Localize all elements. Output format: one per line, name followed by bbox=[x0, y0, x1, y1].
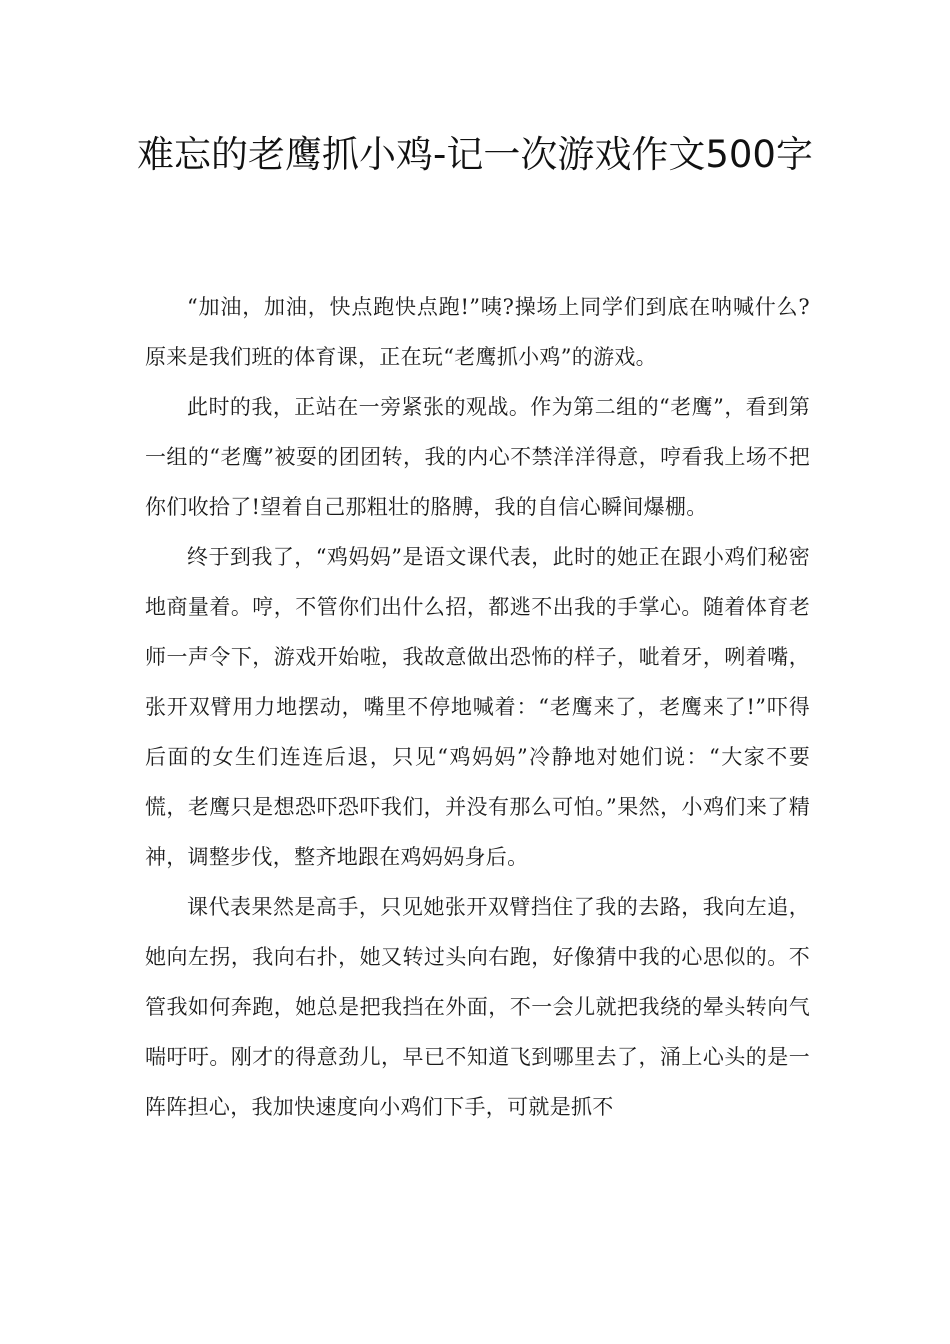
essay-body bbox=[145, 282, 810, 1132]
paragraph-2: 此时的我，正站在一旁紧张的观战。作为第二组的“老鹰”，看到第一组的“老鹰”被耍的团团转，我的内心不禁洋洋得意，哼看我上场不把你们收拾了!望着自己那粗壮的胳膊，我的自信心瞬间爆棚。 bbox=[145, 395, 810, 519]
paragraph-4: 课代表果然是高手，只见她张开双臂挡住了我的去路，我向左追，她向左拐，我向右扑，她又转过头向右跑，好像猜中我的心思似的。不管我如何奔跑，她总是把我挡在外面，不一会儿就把我绕的晕头转向气喘吁吁。刚才的得意劲儿，早已不知道飞到哪里去了，涌上心头的是一阵阵担心，我加快速度向小鸡们下手，可就是抓不 bbox=[145, 895, 810, 1119]
paragraph-1: “加油，加油，快点跑快点跑!”咦?操场上同学们到底在呐喊什么?原来是我们班的体育课，正在玩“老鹰抓小鸡”的游戏。 bbox=[145, 295, 810, 369]
paragraph-3: 终于到我了，“鸡妈妈”是语文课代表，此时的她正在跟小鸡们秘密地商量着。哼，不管你们出什么招，都逃不出我的手掌心。随着体育老师一声令下，游戏开始啦，我故意做出恐怖的样子，呲着牙，咧着嘴，张开双臂用力地摆动，嘴里不停地喊着：“老鹰来了，老鹰来了!”吓得后面的女生们连连后退，只见“鸡妈妈”冷静地对她们说：“大家不要慌，老鹰只是想恐吓恐吓我们，并没有那么可怕。”果然，小鸡们来了精神，调整步伐，整齐地跟在鸡妈妈身后。 bbox=[145, 545, 810, 869]
page-title: 难忘的老鹰抓小鸡-记一次游戏作文500字 bbox=[137, 133, 813, 176]
